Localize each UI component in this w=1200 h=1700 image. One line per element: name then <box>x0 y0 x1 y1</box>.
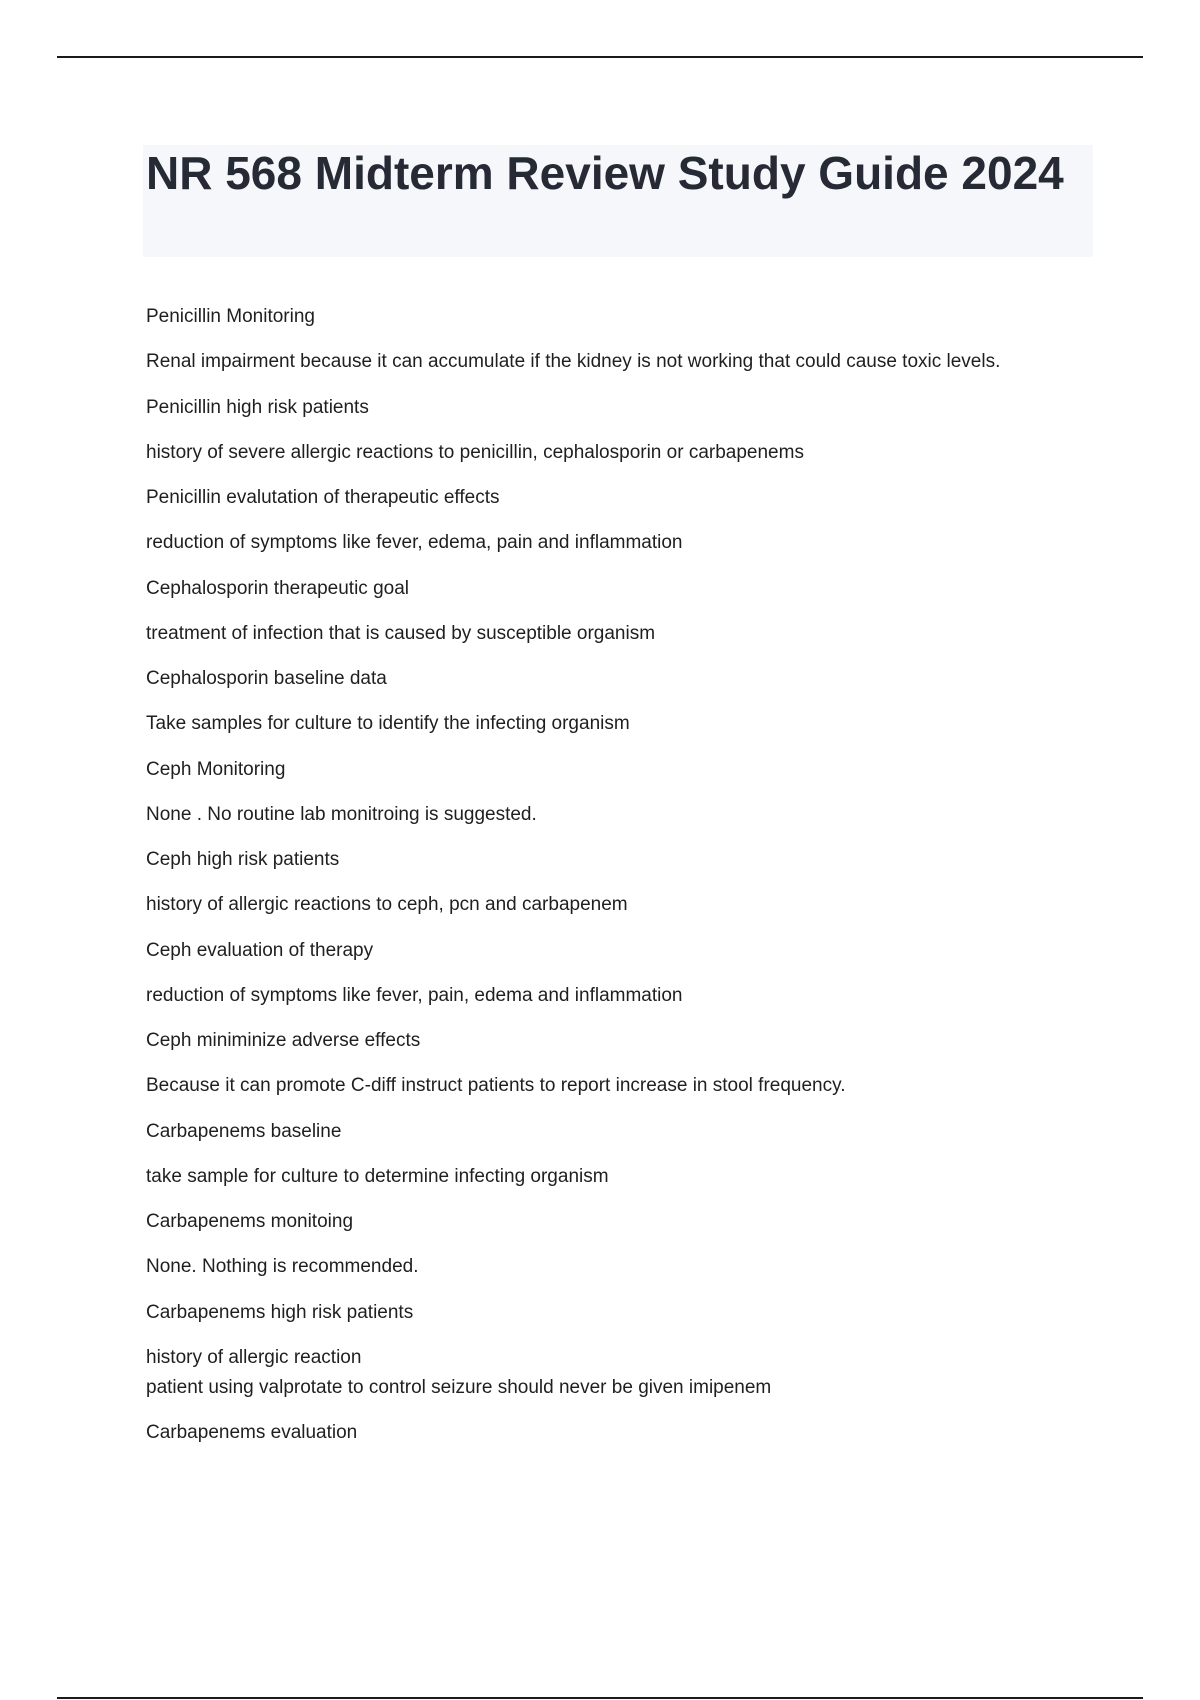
card-definition: history of allergic reaction <box>146 1346 362 1368</box>
flashcard <box>146 393 1106 468</box>
card-definition: Take samples for culture to identify the infecting organism <box>146 713 630 734</box>
card-definition: None. Nothing is recommended. <box>146 1256 419 1277</box>
card-definition: None . No routine lab monitroing is suggested. <box>146 803 537 825</box>
card-definition: history of severe allergic reactions to penicillin, cephalosporin or carbapenems <box>146 441 804 463</box>
card-term: Ceph miniminize adverse effects <box>146 1030 421 1051</box>
card-definition-line-2: patient using valprotate to control seizure should never be given imipenem <box>146 1376 772 1398</box>
card-definition: history of allergic reactions to ceph, pcn and carbapenem <box>146 894 628 915</box>
card-definition: reduction of symptoms like fever, edema, pain and inflammation <box>146 532 683 553</box>
card-term: Carbapenems monitoing <box>146 1211 354 1232</box>
bottom-divider <box>57 1697 1143 1699</box>
card-definition: reduction of symptoms like fever, pain, edema and inflammation <box>146 984 683 1006</box>
study-guide-content <box>146 302 1106 1463</box>
flashcard <box>146 1207 1106 1282</box>
card-definition: Renal impairment because it can accumulate if the kidney is not working that could cause toxic levels. <box>146 351 1001 372</box>
card-term: Carbapenems baseline <box>146 1120 342 1142</box>
flashcard <box>146 1298 1106 1403</box>
card-term: Ceph Monitoring <box>146 758 286 780</box>
card-definition: take sample for culture to determine infecting organism <box>146 1165 609 1187</box>
card-term: Cephalosporin baseline data <box>146 668 387 689</box>
card-term: Penicillin Monitoring <box>146 306 315 327</box>
flashcard <box>146 302 1106 377</box>
flashcard <box>146 1026 1106 1101</box>
card-definition: treatment of infection that is caused by susceptible organism <box>146 622 656 644</box>
top-divider <box>57 56 1143 58</box>
flashcard <box>146 936 1106 1011</box>
card-term: Carbapenems evaluation <box>146 1422 358 1443</box>
card-term: Penicillin evalutation of therapeutic effects <box>146 487 500 508</box>
flashcard <box>146 574 1106 649</box>
flashcard <box>146 845 1106 920</box>
flashcard <box>146 755 1106 830</box>
card-definition: Because it can promote C-diff instruct patients to report increase in stool frequency. <box>146 1075 846 1096</box>
card-term: Penicillin high risk patients <box>146 396 369 418</box>
card-term: Ceph evaluation of therapy <box>146 939 374 961</box>
page-title: NR 568 Midterm Review Study Guide 2024 <box>146 147 1064 199</box>
card-term: Ceph high risk patients <box>146 849 340 870</box>
card-term: Carbapenems high risk patients <box>146 1301 414 1323</box>
flashcard <box>146 1117 1106 1192</box>
flashcard <box>146 664 1106 739</box>
flashcard <box>146 1418 1106 1448</box>
card-term: Cephalosporin therapeutic goal <box>146 577 410 599</box>
flashcard <box>146 483 1106 558</box>
